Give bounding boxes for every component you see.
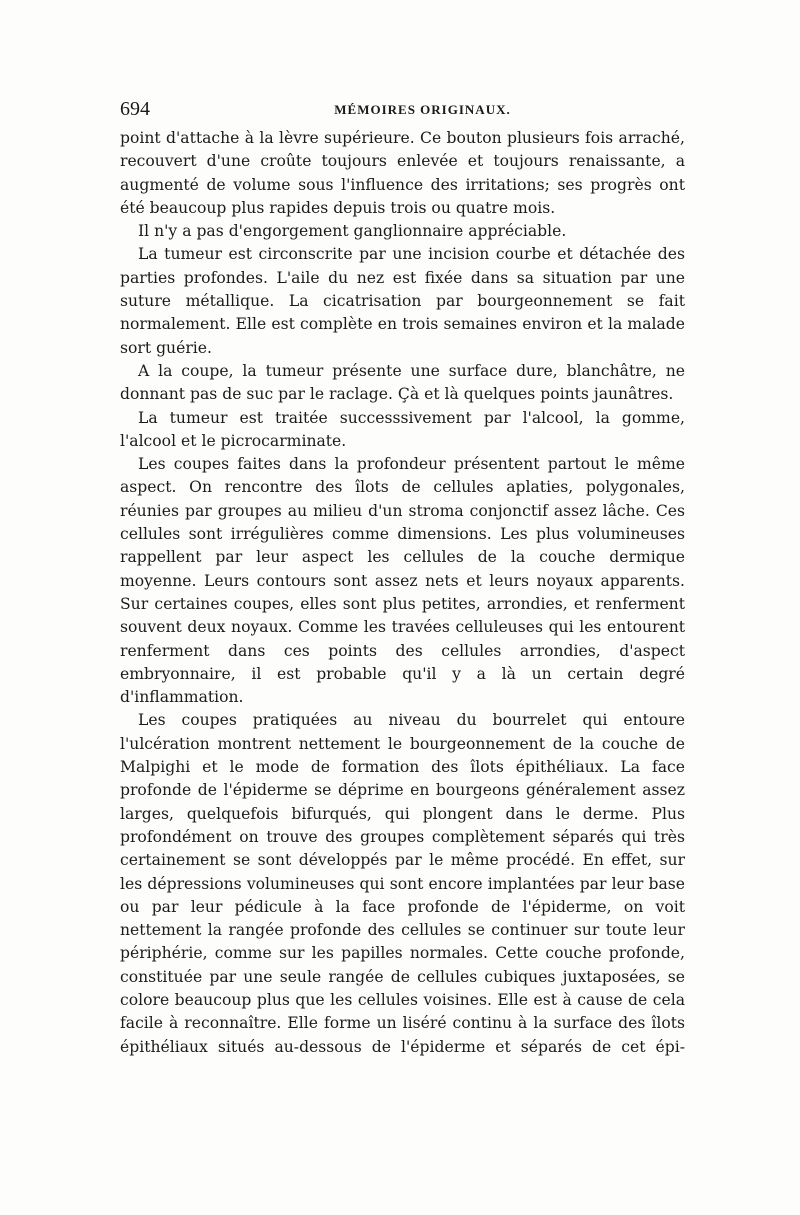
page-number: 694 <box>120 98 150 120</box>
running-title: MÉMOIRES ORIGINAUX. <box>334 102 511 117</box>
paragraph: Les coupes faites dans la profondeur présentent partout le même aspect. On rencontre des îlots de cellules aplaties, polygonales, réunies par groupes au milieu d'un stroma conjonctif assez lâche. Ces cellules sont irrégulières comme dimensions. Les plus volumineuses rappellent par leur aspect les cellules de la couche dermique moyenne. Leurs contours sont assez nets et leurs noyaux apparents. Sur certaines coupes, elles sont plus petites, arrondies, et renferment souvent deux noyaux. Comme les travées celluleuses qui les entourent renferment dans ces points des cellules arrondies, d'aspect embryonnaire, il est probable qu'il y a là un certain degré d'inflammation. <box>120 455 685 707</box>
paragraph: point d'attache à la lèvre supérieure. Ce bouton plusieurs fois arraché, recouvert d'une croûte toujours enlevée et toujours renaissante, a augmenté de volume sous l'influence des irritations; ses progrès ont été beaucoup plus rapides depuis trois ou quatre mois. <box>120 129 685 217</box>
paragraph: Les coupes pratiquées au niveau du bourrelet qui entoure l'ulcération montrent nettement le bourgeonnement de la couche de Malpighi et le mode de formation des îlots épithéliaux. La face profonde de l'épiderme se déprime en bourgeons généralement assez larges, quelquefois bifurqués, qui plongent dans le derme. Plus profondément on trouve des groupes complètement séparés qui très certainement se sont développés par le même procédé. En effet, sur les dépressions volumineuses qui sont encore implantées par leur base ou par leur pédicule à la face profonde de l'épiderme, on voit nettement la rangée profonde des cellules se continuer sur toute leur périphérie, comme sur les papilles normales. Cette couche profonde, constituée par une seule rangée de cellules cubiques juxtaposées, se colore beaucoup plus que les cellules voisines. Elle est à cause de cela facile à reconnaître. Elle forme un liséré continu à la surface des îlots épithéliaux situés au-dessous de l'épiderme et séparés de cet épi- <box>120 711 685 1056</box>
paragraph: La tumeur est traitée successsivement par l'alcool, la gomme, l'alcool et le picrocarminate. <box>120 408 685 450</box>
body-text <box>120 127 685 1059</box>
paragraph: La tumeur est circonscrite par une incision courbe et détachée des parties profondes. L'aile du nez est fixée dans sa situation par une suture métallique. La cicatrisation par bourgeonnement se fait normalement. Elle est complète en trois semaines environ et la malade sort guérie. <box>120 245 685 357</box>
paragraph: A la coupe, la tumeur présente une surface dure, blanchâtre, ne donnant pas de suc par le raclage. Çà et là quelques points jaunâtres. <box>120 361 685 404</box>
page-header <box>120 98 685 124</box>
paragraph: Il n'y a pas d'engorgement ganglionnaire appréciable. <box>138 222 567 241</box>
